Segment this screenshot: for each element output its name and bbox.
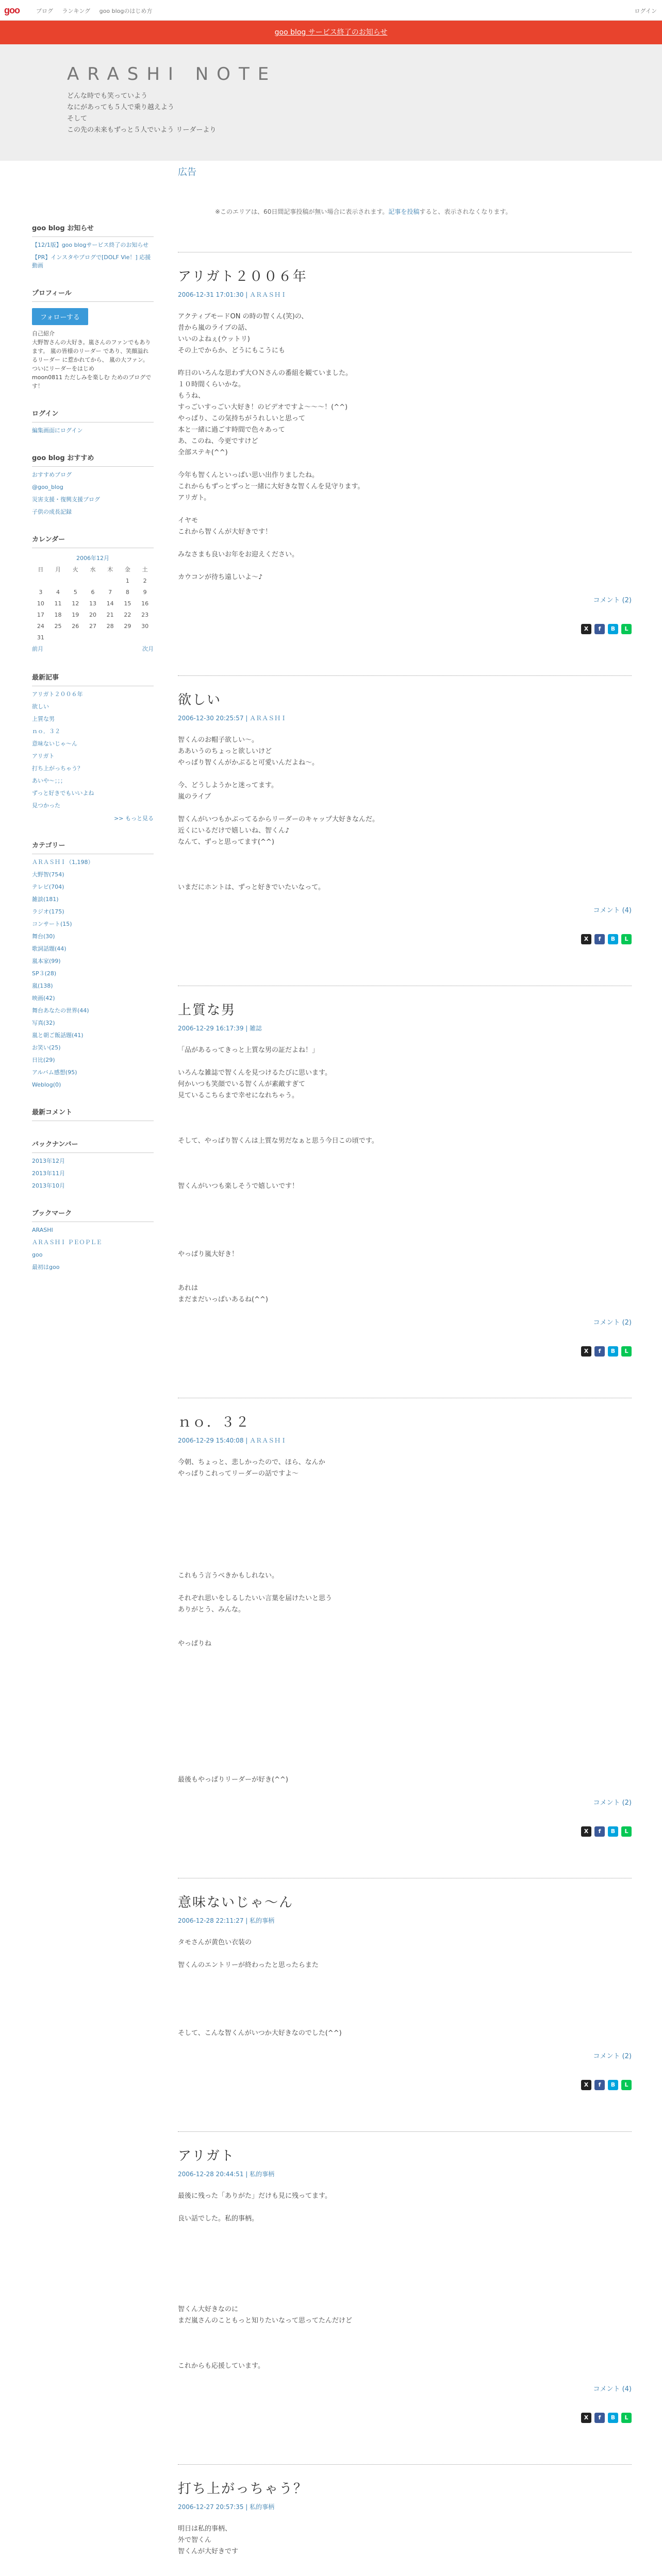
calendar-day: 8 (125, 588, 129, 596)
bookmark-link[interactable]: ＡＲＡＳＨＩ ＰＥＯＰＬＥ (32, 1239, 102, 1246)
entry-comment-link[interactable]: コメント (4) (593, 2385, 632, 2393)
calendar-day: 27 (89, 622, 96, 630)
blog-title[interactable]: ARASHI NOTE (67, 64, 277, 84)
backnumber-link[interactable]: 2013年11月 (32, 1170, 65, 1177)
entry (178, 2464, 632, 2576)
post-entry-link[interactable]: 記事を投稿 (388, 208, 420, 215)
calendar-day: 28 (106, 622, 114, 630)
calendar-day (136, 632, 154, 643)
recent-entry-link[interactable]: 欲しい (32, 703, 49, 710)
share-buttons (178, 1346, 632, 1357)
calendar-day: 19 (72, 611, 79, 618)
entry-comment-link[interactable]: コメント (2) (593, 2053, 632, 2060)
hatena-share-icon[interactable]: B (608, 1826, 618, 1837)
category-link[interactable]: アルバム感想(95) (32, 1069, 77, 1076)
category-link[interactable]: お笑い(25) (32, 1044, 61, 1051)
entry-body: 最後に残った「ありがた」だけも見に残ってます。 良い話でした。私的事柄。 智くん大好きなのに まだ嵐さんのこともっと知りたいなって思ってたんだけど これからも応援しています。 (178, 2192, 353, 2370)
recent-entry-link[interactable]: アリガト (32, 753, 55, 759)
profile-text: 自己紹介 大野智さんの大好き。嵐さんのファンでもあります。 嵐の皆様のリーダー であり、笑顔溢れるリーダー に惹かれてから、 嵐の大ファン。 ついにリーダーをはじめ moon0811 ただしみを楽しむ ためのブログです！ (32, 330, 152, 389)
x-share-icon[interactable]: X (581, 2080, 591, 2090)
line-share-icon[interactable]: L (621, 2080, 632, 2090)
calendar-day: 14 (106, 600, 114, 607)
recommend-item[interactable]: おすすめブログ (32, 471, 72, 478)
recent-entry-link[interactable]: ｎｏ．３２ (32, 728, 60, 735)
category-link[interactable]: 日比(29) (32, 1057, 55, 1063)
calendar-caption: 2006年12月 (76, 555, 109, 562)
entry-meta[interactable]: 2006-12-29 16:17:39 | 雑誌 (178, 1025, 262, 1032)
calendar-day: 30 (141, 622, 149, 630)
sidebar-backnumber-heading: バックナンバー (32, 1139, 154, 1153)
calendar-day: 3 (39, 588, 43, 596)
calendar-day: 18 (54, 611, 62, 618)
calendar-day: 1 (125, 577, 129, 584)
category-link[interactable]: 嵐と朝ご飯話題(41) (32, 1032, 84, 1039)
calendar-day: 21 (106, 611, 114, 618)
recommend-item[interactable]: 子供の成長記録 (32, 509, 72, 515)
blog-header (0, 44, 662, 161)
category-link[interactable]: Weblog(0) (32, 1081, 61, 1088)
line-share-icon[interactable]: L (621, 1826, 632, 1837)
entry-meta[interactable]: 2006-12-30 20:25:57 | ＡＲＡＳＨＩ (178, 715, 287, 722)
nav-blog-link[interactable]: ブログ (36, 8, 53, 14)
entry-title[interactable]: 意味ないじゃ～ん (178, 1895, 294, 1910)
hatena-share-icon[interactable]: B (608, 2413, 618, 2423)
entry (178, 252, 632, 634)
follow-button[interactable]: フォローする (32, 308, 88, 325)
nav-howto-link[interactable]: goo blogのはじめ方 (99, 8, 153, 14)
facebook-share-icon[interactable]: f (594, 624, 605, 634)
top-nav (36, 7, 159, 15)
recommend-item[interactable]: @goo_blog (32, 484, 63, 490)
calendar-day (67, 632, 84, 643)
sidebar-recommend-heading: goo blog おすすめ (32, 452, 154, 467)
calendar (32, 552, 154, 654)
facebook-share-icon[interactable]: f (594, 934, 605, 944)
recent-entry-link[interactable]: アリガト２００６年 (32, 691, 83, 698)
calendar-prev-link[interactable]: 前月 (32, 646, 43, 652)
sidebar-comments-heading: 最新コメント (32, 1107, 154, 1121)
goo-logo[interactable]: goo (4, 5, 20, 15)
entry-meta[interactable]: 2006-12-27 20:57:35 | 私的事柄 (178, 2503, 275, 2511)
x-share-icon[interactable]: X (581, 934, 591, 944)
hatena-share-icon[interactable]: B (608, 1346, 618, 1357)
sidebar-info-heading: goo blog お知らせ (32, 223, 154, 237)
top-bar (0, 0, 662, 21)
edit-login-link[interactable]: 編集画面にログイン (32, 427, 83, 434)
entry-body: 「品があるってきっと上質な男の証だよね！」 いろんな雑誌で智くんを見つけるたびに思います。 何かいつも笑顔でいる智くんが素敵すぎて 見ているこちらまで幸せになれちゃう。 そして、やっぱり智くんは上質な男だなぁと思う今日この頃です。 智くんがいつも楽しそうで嬉しいです！ やっぱり嵐大好き！ あれは まだまだいっぱいあるね(^^) (178, 1046, 378, 1303)
entry (178, 1398, 632, 1837)
ad-label: 広告 (178, 167, 196, 178)
share-buttons (178, 624, 632, 634)
entry-meta[interactable]: 2006-12-28 22:11:27 | 私的事柄 (178, 1917, 275, 1924)
backnumber-link[interactable]: 2013年10月 (32, 1182, 65, 1189)
entry-body: 明日は私的事柄、 外で智くん 智くんが大好きです (178, 2525, 239, 2555)
calendar-day: 9 (143, 588, 147, 596)
entry-title[interactable]: 上質な男 (178, 1003, 236, 1018)
sidebar-category-heading: カテゴリー (32, 840, 154, 854)
calendar-day: 22 (124, 611, 131, 618)
share-buttons (178, 1826, 632, 1837)
calendar-day: 4 (56, 588, 60, 596)
info-item[interactable]: 【12/1版】goo blogサービス終了のお知らせ (32, 242, 149, 248)
x-share-icon[interactable]: X (581, 1826, 591, 1837)
calendar-day: 29 (124, 622, 131, 630)
sidebar-bookmark-heading: ブックマーク (32, 1208, 154, 1222)
line-share-icon[interactable]: L (621, 934, 632, 944)
calendar-weekday: 木 (107, 566, 113, 573)
line-share-icon[interactable]: L (621, 2413, 632, 2423)
category-link[interactable]: 舞台(30) (32, 933, 55, 940)
entry-meta[interactable]: 2006-12-31 17:01:30 | ＡＲＡＳＨＩ (178, 291, 287, 298)
facebook-share-icon[interactable]: f (594, 2413, 605, 2423)
category-link[interactable]: 雑談(181) (32, 896, 59, 903)
recent-entry-link[interactable]: 見つかった (32, 802, 60, 809)
bookmark-link[interactable]: goo (32, 1251, 43, 1258)
calendar-day: 26 (72, 622, 79, 630)
calendar-day (32, 575, 49, 586)
recent-entry-link[interactable]: あいや～；；； (32, 777, 66, 784)
calendar-day (84, 575, 102, 586)
info-item[interactable]: 【PR】インスタやブログで[DOLF Vie！] 応援動画 (32, 254, 151, 269)
line-share-icon[interactable]: L (621, 624, 632, 634)
pr-suffix: すると、表示されなくなります。 (419, 208, 512, 215)
login-link[interactable]: ログイン (634, 8, 657, 14)
share-buttons (178, 934, 632, 944)
calendar-day: 2 (143, 577, 147, 584)
entry (178, 1878, 632, 2090)
entry-title[interactable]: アリガト (178, 2148, 235, 2164)
recent-entry-link[interactable]: 上質な男 (32, 716, 55, 722)
calendar-day: 20 (89, 611, 96, 618)
x-share-icon[interactable]: X (581, 624, 591, 634)
calendar-day: 13 (89, 600, 96, 607)
nav-ranking-link[interactable]: ランキング (62, 8, 91, 14)
hatena-share-icon[interactable]: B (608, 934, 618, 944)
category-link[interactable]: ラジオ(175) (32, 908, 64, 915)
category-link[interactable]: 歌詞話題(44) (32, 945, 67, 952)
category-link[interactable]: SP３(28) (32, 970, 57, 977)
calendar-day (119, 632, 137, 643)
recent-entry-link[interactable]: 意味ないじゃ～ん (32, 740, 77, 747)
blog-description: どんな時でも笑っていよう なにがあっても５人で乗り越えよう そして この先の未来もずっと５人でいよう リーダーより (67, 92, 217, 134)
main-column (178, 163, 632, 2576)
calendar-day (84, 632, 102, 643)
calendar-day: 23 (141, 611, 149, 618)
category-link[interactable]: 映画(42) (32, 995, 55, 1002)
x-share-icon[interactable]: X (581, 2413, 591, 2423)
entry-meta[interactable]: 2006-12-29 15:40:08 | ＡＲＡＳＨＩ (178, 1437, 287, 1444)
calendar-day: 11 (54, 600, 62, 607)
calendar-day: 17 (37, 611, 44, 618)
bookmark-link[interactable]: ARASHI (32, 1227, 53, 1233)
calendar-day (102, 575, 119, 586)
calendar-day: 5 (73, 588, 77, 596)
entry-title[interactable]: ｎｏ．３２ (178, 1415, 251, 1430)
facebook-share-icon[interactable]: f (594, 1826, 605, 1837)
calendar-day (67, 575, 84, 586)
sidebar-calendar-heading: カレンダー (32, 534, 154, 548)
bookmark-link[interactable]: 最初はgoo (32, 1264, 60, 1270)
category-link[interactable]: ＡＲＡＳＨＩ（1,198） (32, 859, 94, 866)
sidebar-login-heading: ログイン (32, 408, 154, 422)
calendar-day: 6 (91, 588, 95, 596)
entry-title[interactable]: 打ち上がっちゃう？ (178, 2481, 308, 2497)
entry-comment-link[interactable]: コメント (2) (593, 597, 632, 604)
entry-body: タモさんが黄色い衣装の 智くんのエントリーが終わったと思ったらまた そして、こんな智くんがいつか大好きなのでした(^^) (178, 1939, 342, 2037)
category-link[interactable]: コンサート(15) (32, 921, 72, 927)
category-link[interactable]: 嵐本家(99) (32, 958, 61, 964)
hatena-share-icon[interactable]: B (608, 624, 618, 634)
calendar-day: 24 (37, 622, 44, 630)
entry-comment-link[interactable]: コメント (2) (593, 1319, 632, 1327)
facebook-share-icon[interactable]: f (594, 1346, 605, 1357)
entry-meta[interactable]: 2006-12-28 20:44:51 | 私的事柄 (178, 2171, 275, 2178)
sidebar-recent-heading: 最新記事 (32, 672, 154, 686)
calendar-weekday: 金 (124, 566, 130, 573)
category-link[interactable]: 写真(32) (32, 1020, 55, 1026)
calendar-day: 7 (108, 588, 112, 596)
calendar-day: 16 (141, 600, 149, 607)
sidebar-profile-heading: プロフィール (32, 287, 154, 302)
x-share-icon[interactable]: X (581, 1346, 591, 1357)
entry (178, 675, 632, 944)
sidebar (32, 223, 154, 1276)
hatena-share-icon[interactable]: B (608, 2080, 618, 2090)
recent-entry-link[interactable]: ずっと好きでもいいよね (32, 790, 94, 796)
recommend-item[interactable]: 災害支援・復興支援ブログ (32, 496, 100, 503)
entry-title[interactable]: アリガト２００６年 (178, 269, 307, 284)
recent-more-link[interactable]: >> もっと見る (114, 815, 154, 822)
calendar-day: 15 (124, 600, 131, 607)
entry-comment-link[interactable]: コメント (2) (593, 1799, 632, 1807)
entry (178, 986, 632, 1357)
service-notice-link[interactable]: goo blog サービス終了のお知らせ (274, 28, 388, 37)
category-link[interactable]: 嵐(138) (32, 982, 53, 989)
category-link[interactable]: 舞台あなたの世界(44) (32, 1007, 89, 1014)
facebook-share-icon[interactable]: f (594, 2080, 605, 2090)
calendar-day: 10 (37, 600, 44, 607)
entry-comment-link[interactable]: コメント (4) (593, 907, 632, 914)
backnumber-link[interactable]: 2013年12月 (32, 1158, 65, 1164)
calendar-weekday: 火 (72, 566, 78, 573)
recent-entry-link[interactable]: 打ち上がっちゃう？ (32, 765, 83, 772)
entry-body: 智くんのお帽子欲しい～。 ああいうのちょっと欲しいけど やっぱり智くんがかぶると可愛いんだよね～。 今、どうしようかと迷ってます。 嵐のライブ 智くんがいつもかぶってるからリーダーのキャップ大好きなんだ。 近くにいるだけで嬉しいね、智くん♪ なんて、ずっと思ってます(^^) いまだにホントは、ずっと好きでいたいなって。 (178, 736, 379, 891)
entry-body: アクティブモードON の時の智くん(笑)の、 昔から嵐のライブの話、 いいのよねぇ(ウットリ) その上でからか、どうにもこうにも 昨日のいろんな思わず大ＯＮさんの番組を観ていました。 １０時間くらいかな。 もうね、 すっごいすっごい大好き！のビデオですよ～～～！(^^) やっぱり、この気持ちがうれしいと思って 本と一緒に過ごす時間で色々あって あ、このね、今更ですけど 全部ステキ(^^) 今年も智くんといっぱい思い出作りましたね。 これからもずっとずっと一緒に大好きな智くんを見守ります。 アリガト。 イヤモ これから智くんが大好きです！ みなさまも良いお年をお迎えください。 カウコンが待ち遠しいよ～♪ (178, 313, 365, 581)
service-notice-bar (0, 21, 662, 44)
calendar-weekday: 土 (142, 566, 148, 573)
calendar-next-link[interactable]: 次月 (142, 646, 154, 652)
entry-title[interactable]: 欲しい (178, 692, 222, 708)
pr-notice (215, 207, 632, 216)
entry (178, 2131, 632, 2423)
calendar-day (102, 632, 119, 643)
category-link[interactable]: テレビ(704) (32, 884, 64, 890)
calendar-day: 12 (72, 600, 79, 607)
pr-text: ※このエリアは、60日間記事投稿が無い場合に表示されます。 (215, 208, 389, 215)
calendar-day: 25 (54, 622, 62, 630)
calendar-weekday: 水 (90, 566, 96, 573)
calendar-day (49, 632, 67, 643)
calendar-weekday: 日 (38, 566, 44, 573)
share-buttons (178, 2080, 632, 2090)
line-share-icon[interactable]: L (621, 1346, 632, 1357)
calendar-weekday: 月 (55, 566, 61, 573)
calendar-day (49, 575, 67, 586)
share-buttons (178, 2413, 632, 2423)
entry-body: 今朝、ちょっと、悲しかったので、ほら、なんか やっぱりこれってリーダーの話ですよ～ これもう言うべきかもしれない。 それぞれ思いをしるしたいい言葉を届けたいと思う ありがとう、みんな。 やっぱりね 最後もやっぱりリーダーが好き(^^) (178, 1459, 333, 1784)
category-link[interactable]: 大野智(754) (32, 871, 64, 878)
calendar-day: 31 (37, 634, 44, 641)
